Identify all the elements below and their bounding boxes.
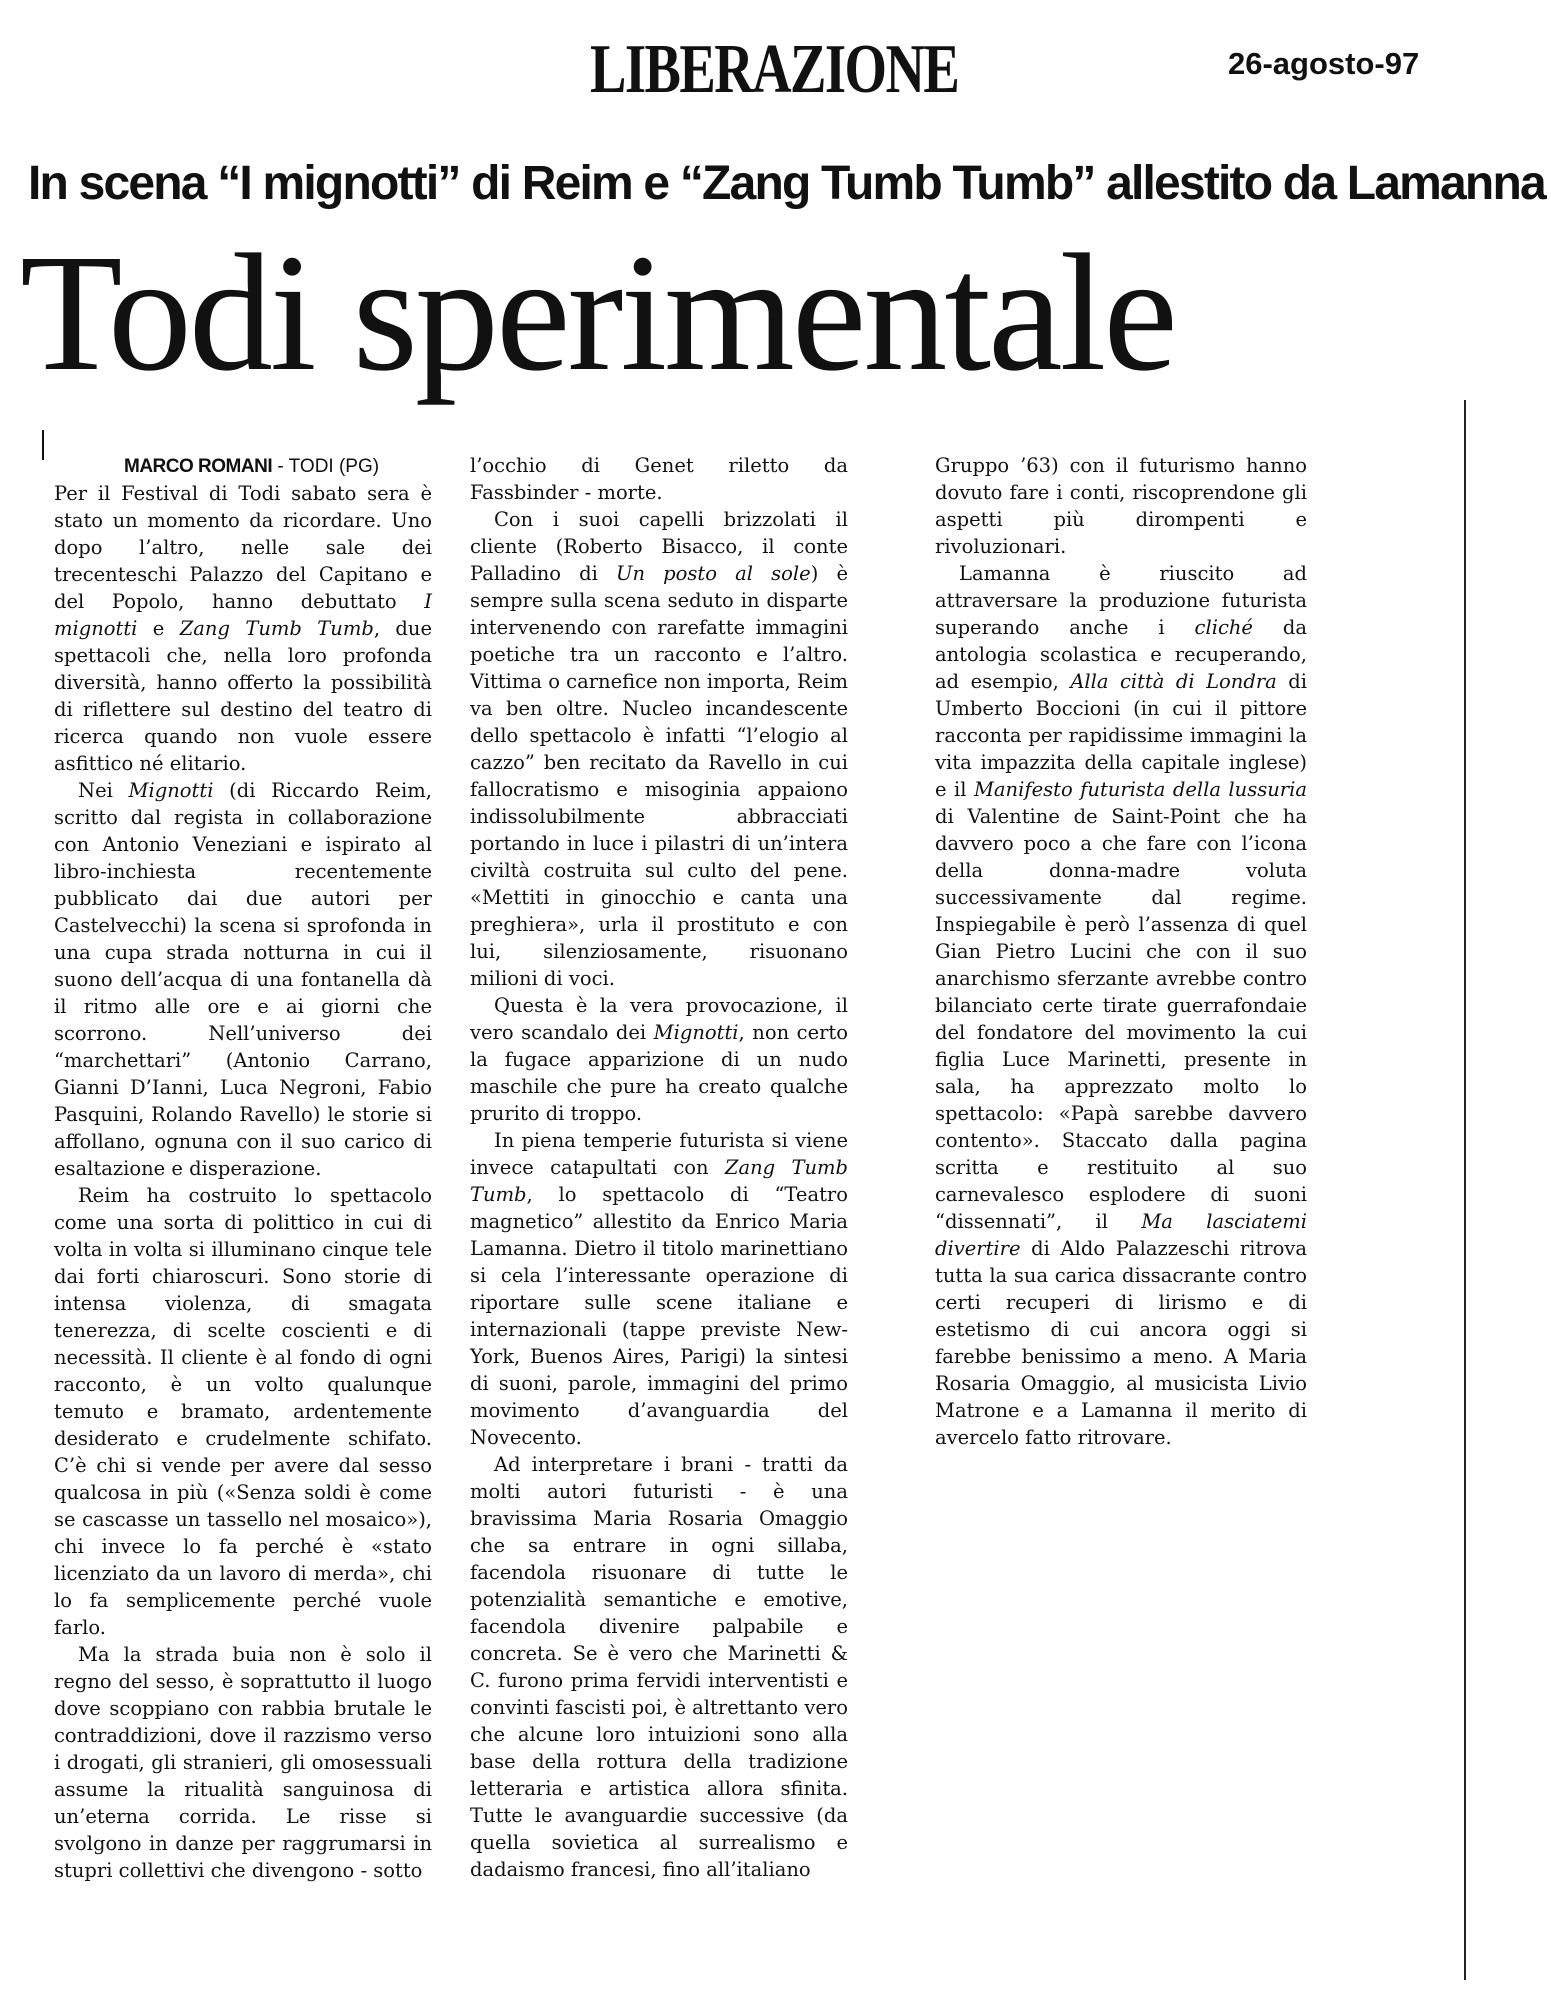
article-column-3 — [935, 452, 1307, 1451]
paragraph: Nei Mignotti (di Riccardo Reim, scritto dal regista in collaborazione con Antonio Veneziani e ispirato al libro-inchiesta recentemente pubblicato dai due autori per Castelvecchi) la scena si sprofonda in una cupa strada notturna in cui il suono dell’acqua di una fontanella dà il ritmo alle ore e ai giorni che scorrono. Nell’universo dei “marchettari” (Antonio Carrano, Gianni D’Ianni, Luca Negroni, Fabio Pasquini, Rolando Ravello) le storie si affollano, ognuna con il suo carico di esaltazione e disperazione. — [54, 779, 432, 1180]
byline-place: - TODI (PG) — [272, 456, 380, 477]
column-rule-left — [42, 430, 44, 460]
newspaper-masthead: LIBERAZIONE — [590, 31, 959, 108]
paragraph: l’occhio di Genet riletto da Fassbinder - morte. — [470, 454, 848, 504]
byline-author: MARCO ROMANI — [124, 456, 273, 477]
article-column-2 — [470, 452, 848, 1883]
paragraph: Per il Festival di Todi sabato sera è stato un momento da ricordare. Uno dopo l’altro, nelle sale dei trecenteschi Palazzo del Capitano e del Popolo, hanno debuttato I mignotti e Zang Tumb Tumb, due spettacoli che, nella loro profonda diversità, hanno offerto la possibilità di riflettere sul destino del teatro di ricerca quando non vuole essere asfittico né elitario. — [54, 482, 432, 775]
paragraph: Con i suoi capelli brizzolati il cliente (Roberto Bisacco, il conte Palladino di Un posto al sole) è sempre sulla scena seduto in disparte intervenendo con rarefatte immagini poetiche tra un racconto e l’altro. Vittima o carnefice non importa, Reim va ben oltre. Nucleo incandescente dello spettacolo è infatti “l’elogio al cazzo” ben recitato da Ravello in cui fallocratismo e misoginia appaiono indissolubilmente abbracciati portando in luce i pilastri di un’intera civiltà costruita sul culto del pene. «Mettiti in ginocchio e canta una preghiera», urla il prostituto e con lui, silenziosamente, risuonano milioni di voci. — [470, 508, 848, 990]
paragraph: Lamanna è riuscito ad attraversare la produzione futurista superando anche i cliché da antologia scolastica e recuperando, ad esempio, Alla città di Londra di Umberto Boccioni (in cui il pittore racconta per rapidissime immagini la vita impazzita della capitale inglese) e il Manifesto futurista della lussuria di Valentine de Saint-Point che ha davvero poco a che fare con l’icona della donna-madre voluta successivamente dal regime. Inspiegabile è però l’assenza di quel Gian Pietro Lucini che con il suo anarchismo sferzante avrebbe contro bilanciato certe tirate guerrafondaie del fondatore del movimento la cui figlia Luce Marinetti, presente in sala, ha apprezzato molto lo spettacolo: «Papà sarebbe davvero contento». Staccato dalla pagina scritta e restituito al suo carnevalesco esplodere di suoni “dissennati”, il Ma lasciatemi divertire di Aldo Palazzeschi ritrova tutta la sua carica dissacrante contro certi recuperi di lirismo e di estetismo di cui ancora oggi si farebbe benissimo a meno. A Maria Rosaria Omaggio, al musicista Livio Matrone e a Lamanna il merito di avercelo fatto ritrovare. — [935, 562, 1308, 1449]
paragraph: Gruppo ’63) con il futurismo hanno dovuto fare i conti, riscoprendone gli aspetti più dirompenti e rivoluzionari. — [935, 454, 1307, 558]
column-rule-right — [1464, 400, 1466, 1980]
paragraph: In piena temperie futurista si viene invece catapultati con Zang Tumb Tumb, lo spettacolo di “Teatro magnetico” allestito da Enrico Maria Lamanna. Dietro il titolo marinettiano si cela l’interessante operazione di riportare sulle scene italiane e internazionali (tappe previste New-York, Buenos Aires, Parigi) la sintesi di suoni, parole, immagini del primo movimento d’avanguardia del Novecento. — [470, 1129, 848, 1449]
article-headline: Todi sperimentale — [20, 220, 1175, 406]
paragraph: Ma la strada buia non è solo il regno del sesso, è soprattutto il luogo dove scoppiano con rabbia brutale le contraddizioni, dove il razzismo verso i drogati, gli stranieri, gli omosessuali assume la ritualità sanguinosa di un’eterna corrida. Le risse si svolgono in danze per raggrumarsi in stupri collettivi che divengono - sotto — [54, 1643, 432, 1882]
byline — [54, 452, 432, 480]
paragraph: Reim ha costruito lo spettacolo come una sorta di polittico in cui di volta in volta si illuminano cinque tele dai forti chiaroscuri. Sono storie di intensa violenza, di smagata tenerezza, di scelte coscienti e di necessità. Il cliente è al fondo di ogni racconto, è un volto qualunque temuto e bramato, ardentemente desiderato e crudelmente schifato. C’è chi si vende per avere dal sesso qualcosa in più («Senza soldi è come se cascasse un tassello nel mosaico»), chi invece lo fa perché è «stato licenziato da un lavoro di merda», chi lo fa semplicemente perché vuole farlo. — [54, 1184, 432, 1639]
article-kicker: In scena “I mignotti” di Reim e “Zang Tumb Tumb” allestito da Lamanna — [28, 157, 1545, 210]
paragraph: Questa è la vera provocazione, il vero scandalo dei Mignotti, non certo la fugace apparizione di un nudo maschile che pure ha creato qualche prurito di troppo. — [470, 994, 849, 1125]
article-column-1 — [54, 452, 432, 1884]
publication-date: 26-agosto-97 — [1228, 46, 1420, 81]
paragraph: Ad interpretare i brani - tratti da molti autori futuristi - è una bravissima Maria Rosaria Omaggio che sa entrare in ogni sillaba, facendola risuonare di tutte le potenzialità semantiche e emotive, facendola divenire palpabile e concreta. Se è vero che Marinetti & C. furono prima fervidi interventisti e convinti fascisti poi, è altrettanto vero che alcune loro intuizioni sono alla base della rottura della tradizione letteraria e artistica allora sfinita. Tutte le avanguardie successive (da quella sovietica al surrealismo e dadaismo francesi, fino all’italiano — [470, 1453, 848, 1881]
